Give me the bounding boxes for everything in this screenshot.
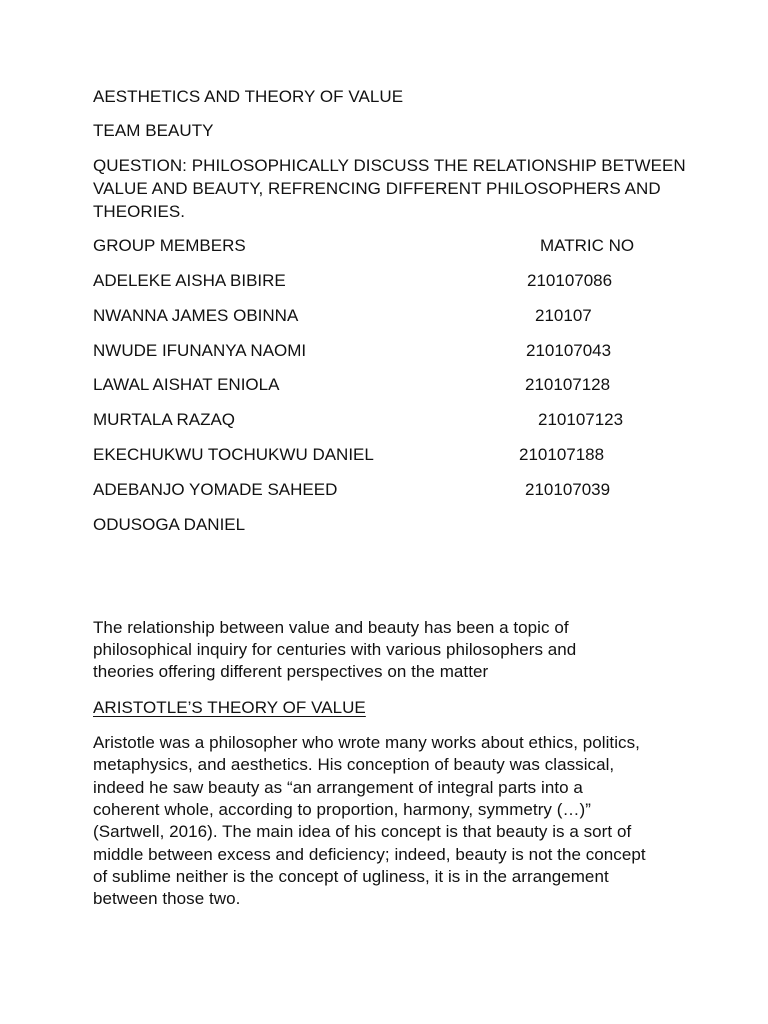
member-name: NWANNA JAMES OBINNA <box>93 306 299 325</box>
member-matric: 210107188 <box>519 445 605 464</box>
member-name: MURTALA RAZAQ <box>93 410 236 429</box>
team-name: TEAM BEAUTY <box>93 121 214 140</box>
member-matric: 210107043 <box>526 341 612 360</box>
question-line: THEORIES. <box>93 202 186 221</box>
members-header-matric: MATRIC NO <box>540 236 635 255</box>
intro-line: theories offering different perspectives on the matter <box>93 662 489 681</box>
body-line: indeed he saw beauty as “an arrangement of integral parts into a <box>93 778 583 797</box>
body-line: of sublime neither is the concept of ugliness, it is in the arrangement <box>93 867 609 886</box>
section-heading: ARISTOTLE’S THEORY OF VALUE <box>93 698 366 717</box>
member-name: NWUDE IFUNANYA NAOMI <box>93 341 307 360</box>
body-line: between those two. <box>93 889 241 908</box>
intro-line: The relationship between value and beauty has been a topic of <box>93 618 569 637</box>
member-matric: 210107039 <box>525 480 611 499</box>
member-matric: 210107 <box>535 306 592 325</box>
member-matric: 210107086 <box>527 271 613 290</box>
body-line: (Sartwell, 2016). The main idea of his concept is that beauty is a sort of <box>93 822 632 841</box>
intro-line: philosophical inquiry for centuries with various philosophers and <box>93 640 577 659</box>
member-matric: 210107128 <box>525 375 611 394</box>
question-line: QUESTION: PHILOSOPHICALLY DISCUSS THE RELATIONSHIP BETWEEN <box>93 156 686 175</box>
question-line: VALUE AND BEAUTY, REFRENCING DIFFERENT PHILOSOPHERS AND <box>93 179 661 198</box>
member-matric: 210107123 <box>538 410 624 429</box>
document-title: AESTHETICS AND THEORY OF VALUE <box>93 87 404 106</box>
body-line: Aristotle was a philosopher who wrote many works about ethics, politics, <box>93 733 640 752</box>
member-name: EKECHUKWU TOCHUKWU DANIEL <box>93 445 374 464</box>
member-name: ADEBANJO YOMADE SAHEED <box>93 480 338 499</box>
body-line: metaphysics, and aesthetics. His conception of beauty was classical, <box>93 755 615 774</box>
body-line: middle between excess and deficiency; indeed, beauty is not the concept <box>93 845 646 864</box>
members-header-name: GROUP MEMBERS <box>93 236 246 255</box>
member-name: LAWAL AISHAT ENIOLA <box>93 375 280 394</box>
body-line: coherent whole, according to proportion, harmony, symmetry (…)” <box>93 800 591 819</box>
member-name: ODUSOGA DANIEL <box>93 515 246 534</box>
member-name: ADELEKE AISHA BIBIRE <box>93 271 286 290</box>
